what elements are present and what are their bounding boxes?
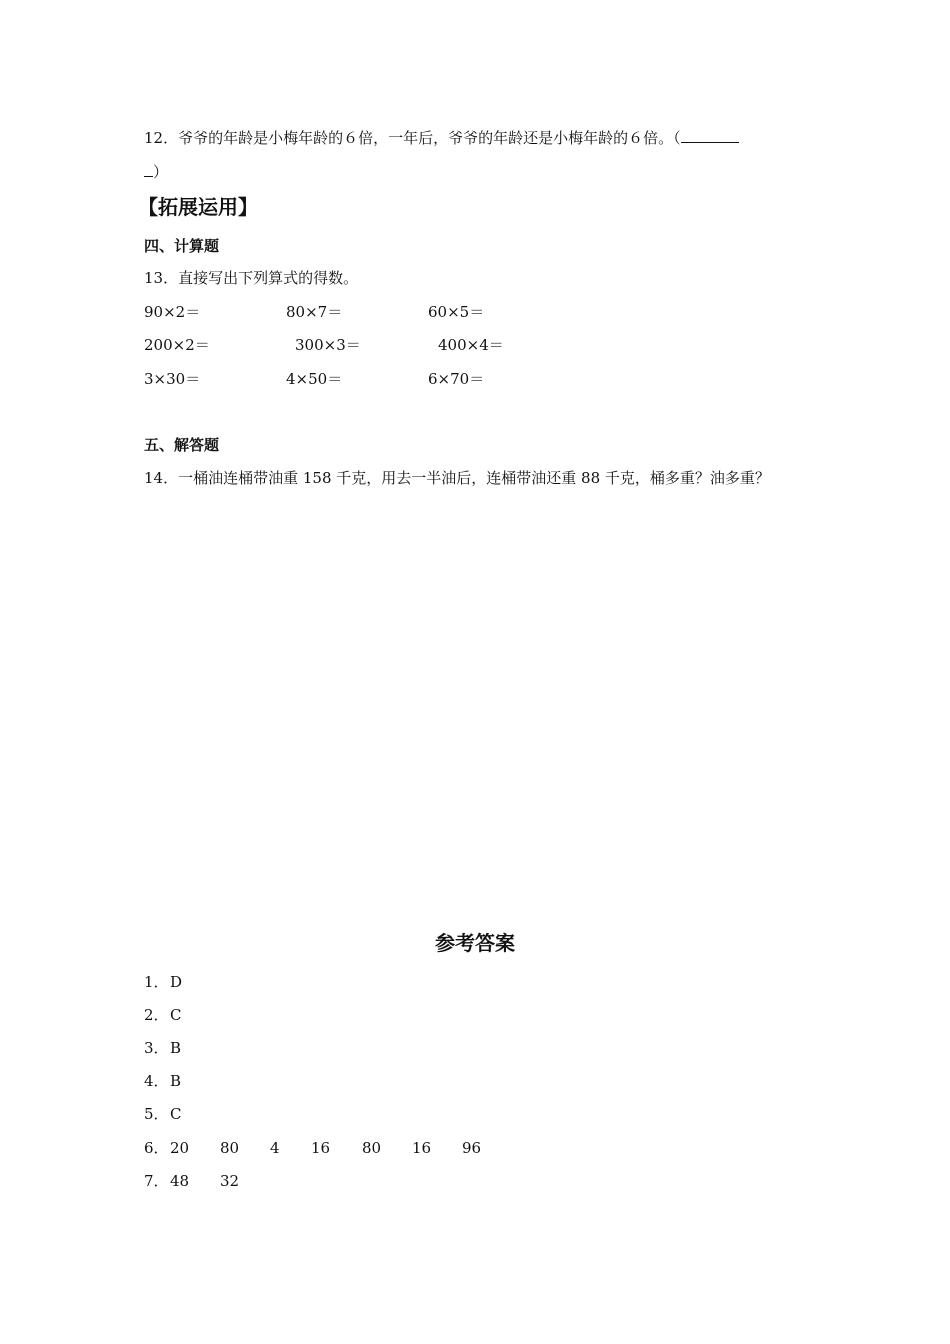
- answer-number: 6．: [144, 1139, 169, 1157]
- calc-1-2: 400×4＝: [438, 336, 504, 354]
- answer-value: 16: [311, 1139, 331, 1157]
- question-12: [144, 128, 739, 148]
- answer-value: 80: [362, 1139, 382, 1157]
- calc-0-0: 90×2＝: [144, 303, 201, 321]
- answer-blank-end[interactable]: [144, 163, 153, 177]
- calc-1-0: 200×2＝: [144, 336, 210, 354]
- answer-number: 2．: [144, 1006, 169, 1024]
- answer-value: C: [170, 1105, 182, 1123]
- question-14: 14．一桶油连桶带油重 158 千克，用去一半油后，连桶带油还重 88 千克，桶多重？油多重？: [144, 469, 770, 487]
- answer-value: B: [170, 1072, 182, 1090]
- question-12-close: ）: [153, 163, 169, 181]
- answer-number: 7．: [144, 1172, 169, 1190]
- answer-value: 96: [462, 1139, 482, 1157]
- answer-value: 16: [412, 1139, 432, 1157]
- answer-number: 4．: [144, 1072, 169, 1090]
- answer-value: 32: [220, 1172, 240, 1190]
- answer-value: 20: [170, 1139, 190, 1157]
- question-12-text: 12．爷爷的年龄是小梅年龄的６倍，一年后，爷爷的年龄还是小梅年龄的６倍。（: [144, 129, 681, 147]
- calc-2-1: 4×50＝: [286, 370, 343, 388]
- answer-number: 1．: [144, 973, 169, 991]
- calc-0-2: 60×5＝: [428, 303, 485, 321]
- calc-0-1: 80×7＝: [286, 303, 343, 321]
- answer-value: 80: [220, 1139, 240, 1157]
- answer-value: C: [170, 1006, 182, 1024]
- answer-value: D: [170, 973, 183, 991]
- answer-number: 5．: [144, 1105, 169, 1123]
- answer-value: 4: [270, 1139, 280, 1157]
- section-title: 【拓展运用】: [138, 195, 258, 219]
- calc-2-2: 6×70＝: [428, 370, 485, 388]
- question-13: 13．直接写出下列算式的得数。: [144, 269, 359, 287]
- part-4-heading: 四、计算题: [144, 237, 220, 255]
- calc-1-1: 300×3＝: [295, 336, 361, 354]
- answer-number: 3．: [144, 1039, 169, 1057]
- part-5-heading: 五、解答题: [144, 436, 220, 454]
- question-12-continuation: [144, 162, 168, 182]
- answer-blank[interactable]: [681, 129, 739, 143]
- calc-2-0: 3×30＝: [144, 370, 201, 388]
- answer-value: B: [170, 1039, 182, 1057]
- answer-value: 48: [170, 1172, 190, 1190]
- answers-title: 参考答案: [435, 931, 515, 955]
